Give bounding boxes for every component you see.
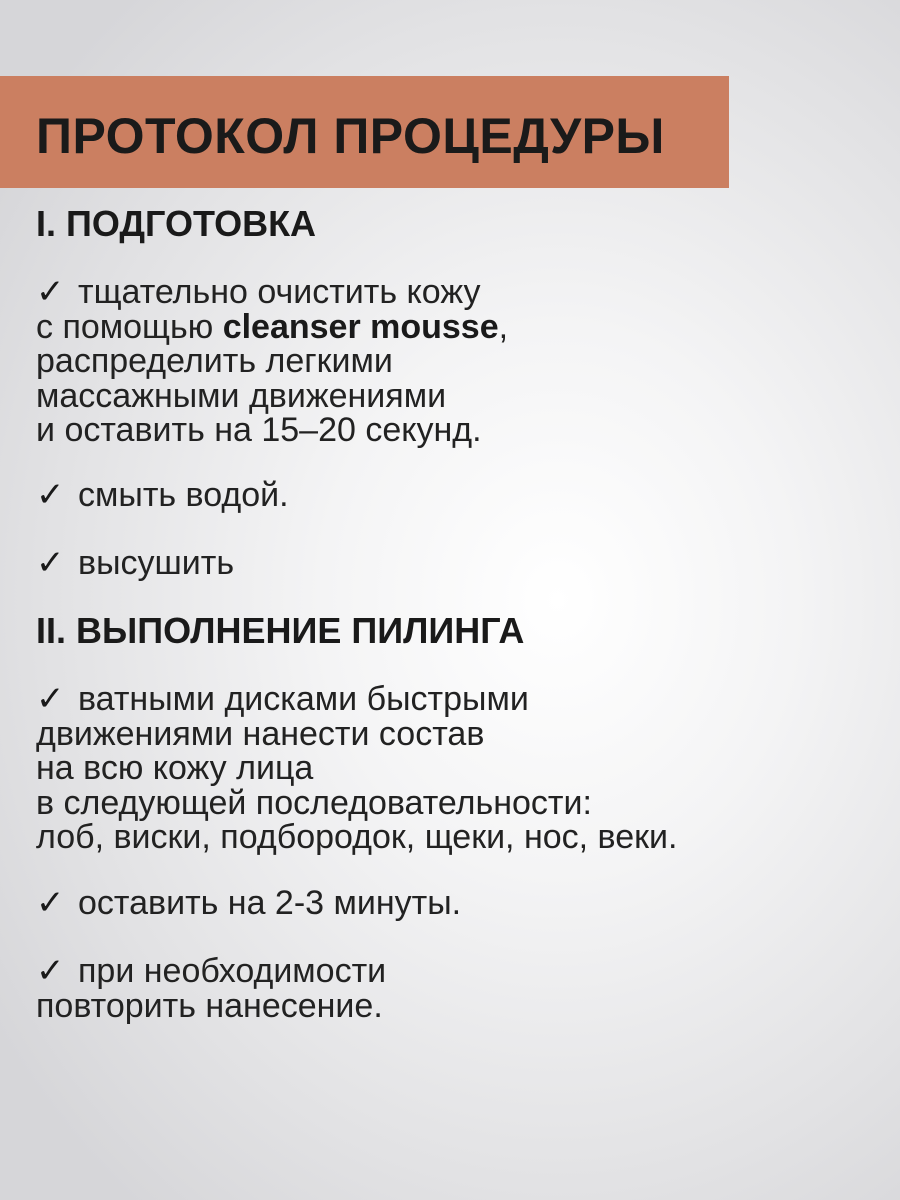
step-line [36, 679, 677, 719]
step-text: ватными дисками быстрыми [78, 680, 529, 718]
step-text: тщательно очистить кожу [78, 273, 481, 311]
step-line: распределить легкими [36, 342, 393, 380]
step-line [36, 307, 509, 346]
step-line: массажными движениями [36, 376, 447, 415]
step-text: , [498, 307, 509, 346]
step-line [36, 951, 387, 991]
page-title: ПРОТОКОЛ ПРОЦЕДУРЫ [36, 108, 665, 164]
step-line: на всю кожу лица [36, 749, 314, 787]
product-name: cleanser mousse [222, 307, 499, 346]
step-line: в следующей последовательности: [36, 783, 592, 822]
step-rinse [36, 475, 289, 515]
step-line [36, 272, 508, 312]
step-text: при необходимости [78, 952, 387, 990]
section-heading-peeling: II. ВЫПОЛНЕНИЕ ПИЛИНГА [36, 610, 525, 651]
step-apply [36, 679, 678, 856]
check-icon: ✓ [36, 951, 65, 991]
step-line: и оставить на 15–20 секунд. [36, 411, 482, 449]
check-icon: ✓ [36, 272, 65, 312]
step-text: смыть водой. [78, 476, 289, 514]
step-line: движениями нанести состав [36, 714, 485, 753]
step-line [36, 475, 289, 515]
step-line [36, 543, 235, 583]
step-line: лоб, виски, подбородок, щеки, нос, веки. [36, 818, 678, 856]
step-text: оставить на 2-3 минуты. [78, 884, 462, 922]
step-text: высушить [78, 544, 235, 582]
section-heading-preparation: I. ПОДГОТОВКА [36, 203, 317, 244]
step-text: с помощью [36, 307, 223, 346]
check-icon: ✓ [36, 883, 65, 923]
step-line: повторить нанесение. [36, 986, 383, 1025]
step-wait [36, 883, 462, 923]
step-repeat [36, 951, 387, 1025]
check-icon: ✓ [36, 475, 65, 515]
step-dry [36, 543, 235, 583]
step-cleanse [36, 272, 509, 449]
step-line [36, 883, 462, 923]
check-icon: ✓ [36, 679, 65, 719]
check-icon: ✓ [36, 543, 65, 583]
